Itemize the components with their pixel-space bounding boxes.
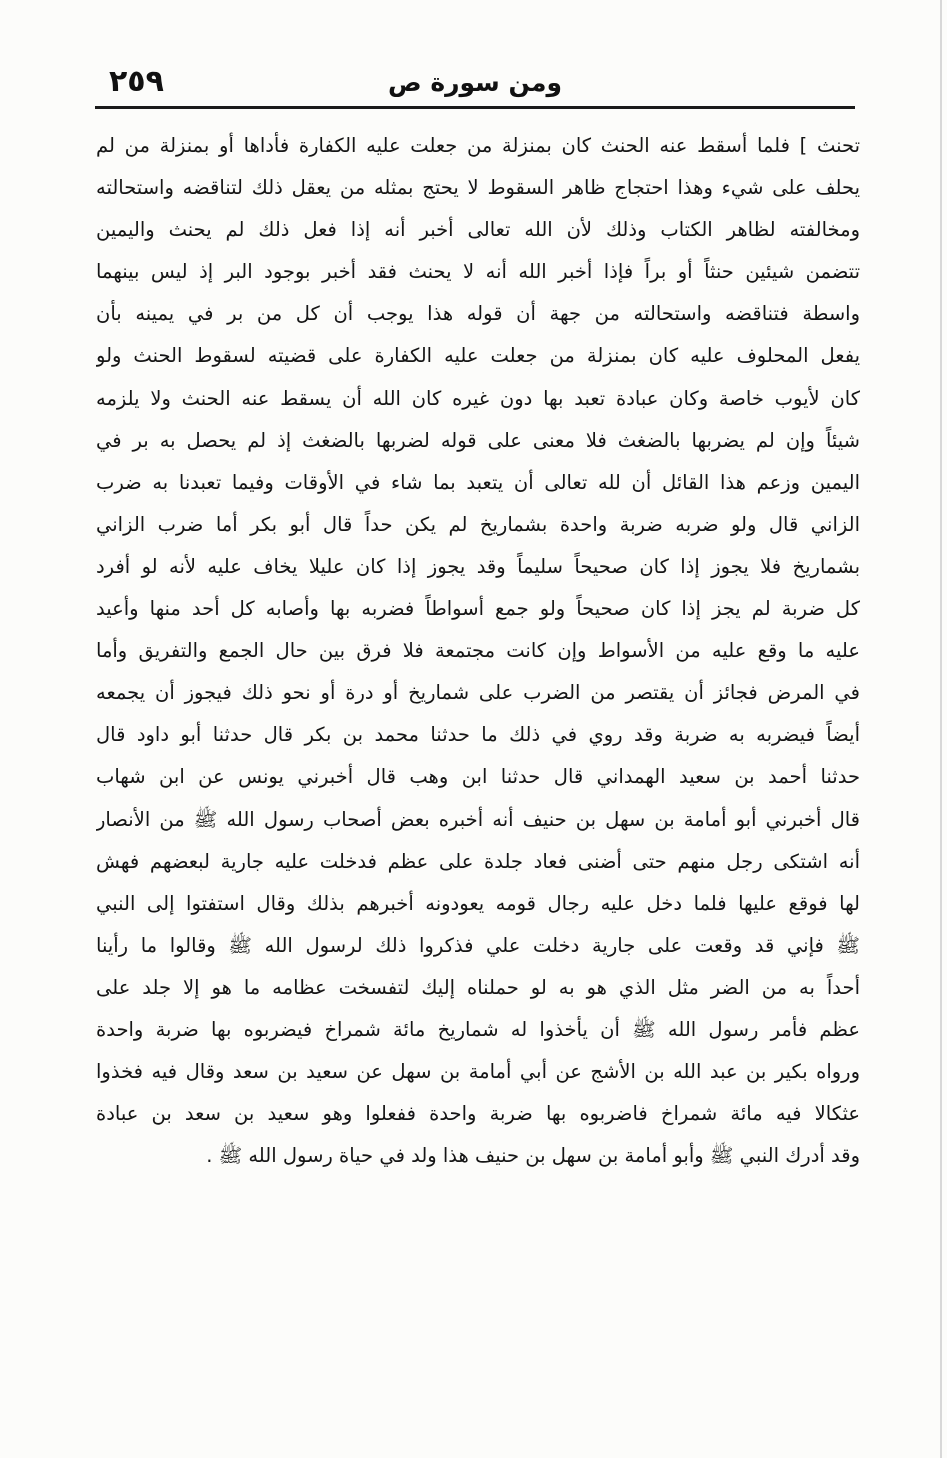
text-line: كل ضربة لم يجز إذا كان صحيحاً ولو جمع أسواطاً فضربه بها وأصابه كل أحد منها وأعيد bbox=[96, 597, 860, 621]
text-line: واسطة فتناقضه واستحالته من جهة أن قوله هذا يوجب أن كل من بر في يمينه بأن bbox=[96, 302, 860, 326]
text-line: شيئاً وإن لم يضربها بالضغث فلا معنى على قوله لضربها بالضغث إذ لم يحصل به بر في bbox=[96, 428, 860, 452]
text-line: يفعل المحلوف عليه كان بمنزلة من جعلت عليه الكفارة على قضيته لسقوط الحنث ولو bbox=[96, 344, 860, 368]
text-line: ورواه بكير بن عبد الله بن الأشج عن أبي أمامة بن سهل عن سعيد بن سعد وقال فيه فخذوا bbox=[96, 1060, 860, 1084]
scan-edge bbox=[940, 0, 942, 1458]
text-line: تتضمن شيئين حنثاً أو براً فإذا أخبر الله أنه لا يحنث فقد أخبر بوجود البر إذ ليس بينهما bbox=[96, 260, 860, 284]
text-line: ﷺ فإني قد وقعت على جارية دخلت علي فذكروا ذلك لرسول الله ﷺ وقالوا ما رأينا bbox=[96, 933, 860, 957]
body-text bbox=[96, 125, 860, 1177]
text-line: في المرض فجائز أن يقتصر من الضرب على شماريخ أو درة أو نحو ذلك فيجوز أن يجمعه bbox=[96, 681, 860, 705]
text-line: يحلف على شيء وهذا احتجاج ظاهر السقوط لا يحتج بمثله من يعقل ذلك لتناقضه واستحالته bbox=[96, 176, 860, 200]
text-line: الزاني قال ولو ضربه ضربة واحدة بشماريخ لم يكن حداً قال أبو بكر أما ضرب الزاني bbox=[96, 512, 860, 536]
text-line: تحنث ] فلما أسقط عنه الحنث كان بمنزلة من جعلت عليه الكفارة فأداها أو بمنزلة من لم bbox=[96, 134, 860, 157]
text-line: قال أخبرني أبو أمامة بن سهل بن حنيف أنه أخبره بعض أصحاب رسول الله ﷺ من الأنصار bbox=[96, 807, 860, 831]
text-line: عظم فأمر رسول الله ﷺ أن يأخذوا له شماريخ مائة شمراخ فيضربوه بها ضربة واحدة bbox=[96, 1017, 860, 1041]
text-line: عليه ما وقع عليه من الأسواط وإن كانت مجتمعة فلا فرق بين حال الجمع والتفريق وأما bbox=[96, 639, 860, 663]
text-line: وقد أدرك النبي ﷺ وأبو أمامة بن سهل بن حنيف هذا ولد في حياة رسول الله ﷺ . bbox=[206, 1144, 860, 1168]
text-line: كان لأيوب خاصة وكان عبادة تعبد بها دون غيره كان الله أن يسقط عنه الحنث ولا يلزمه bbox=[96, 386, 860, 410]
text-line: بشماريخ فلا يجوز إذا كان صحيحاً سليماً وقد يجوز إذا كان عليلا يخاف عليه لأنه لو أفرد bbox=[96, 554, 860, 578]
text-line: اليمين وزعم هذا القائل أن لله تعالى أن يتعبد بما شاء في الأوقات وفيما تعبدنا به ضرب bbox=[96, 470, 860, 494]
text-line: عثكالا فيه مائة شمراخ فاضربوه بها ضربة واحدة ففعلوا وهو سعيد بن سعد بن عبادة bbox=[96, 1102, 860, 1126]
page-number: ٢٥٩ bbox=[109, 64, 164, 99]
text-line: لها فوقع عليها فلما دخل عليه رجال قومه يعودونه أخبرهم بذلك وقال استفتوا إلى النبي bbox=[96, 891, 860, 915]
page-header bbox=[95, 62, 855, 109]
text-line: أيضاً فيضربه به ضربة وقد روي في ذلك ما حدثنا محمد بن بكر قال حدثنا أبو داود قال bbox=[96, 723, 860, 747]
text-line: أحداً به من الضر مثل الذي هو به لو حملناه إليك لتفسخت عظامه ما هو إلا جلد على bbox=[96, 975, 860, 999]
running-head: ومن سورة ص bbox=[388, 68, 562, 97]
text-line: حدثنا أحمد بن سعيد الهمداني قال حدثنا ابن وهب قال أخبرني يونس عن ابن شهاب bbox=[96, 765, 860, 789]
text-line: أنه اشتكى رجل منهم حتى أضنى فعاد جلدة على عظم فدخلت عليه جارية لبعضهم فهش bbox=[96, 849, 860, 873]
text-line: ومخالفته لظاهر الكتاب وذلك لأن الله تعالى أخبر أنه إذا فعل ذلك لم يحنث واليمين bbox=[96, 218, 860, 242]
